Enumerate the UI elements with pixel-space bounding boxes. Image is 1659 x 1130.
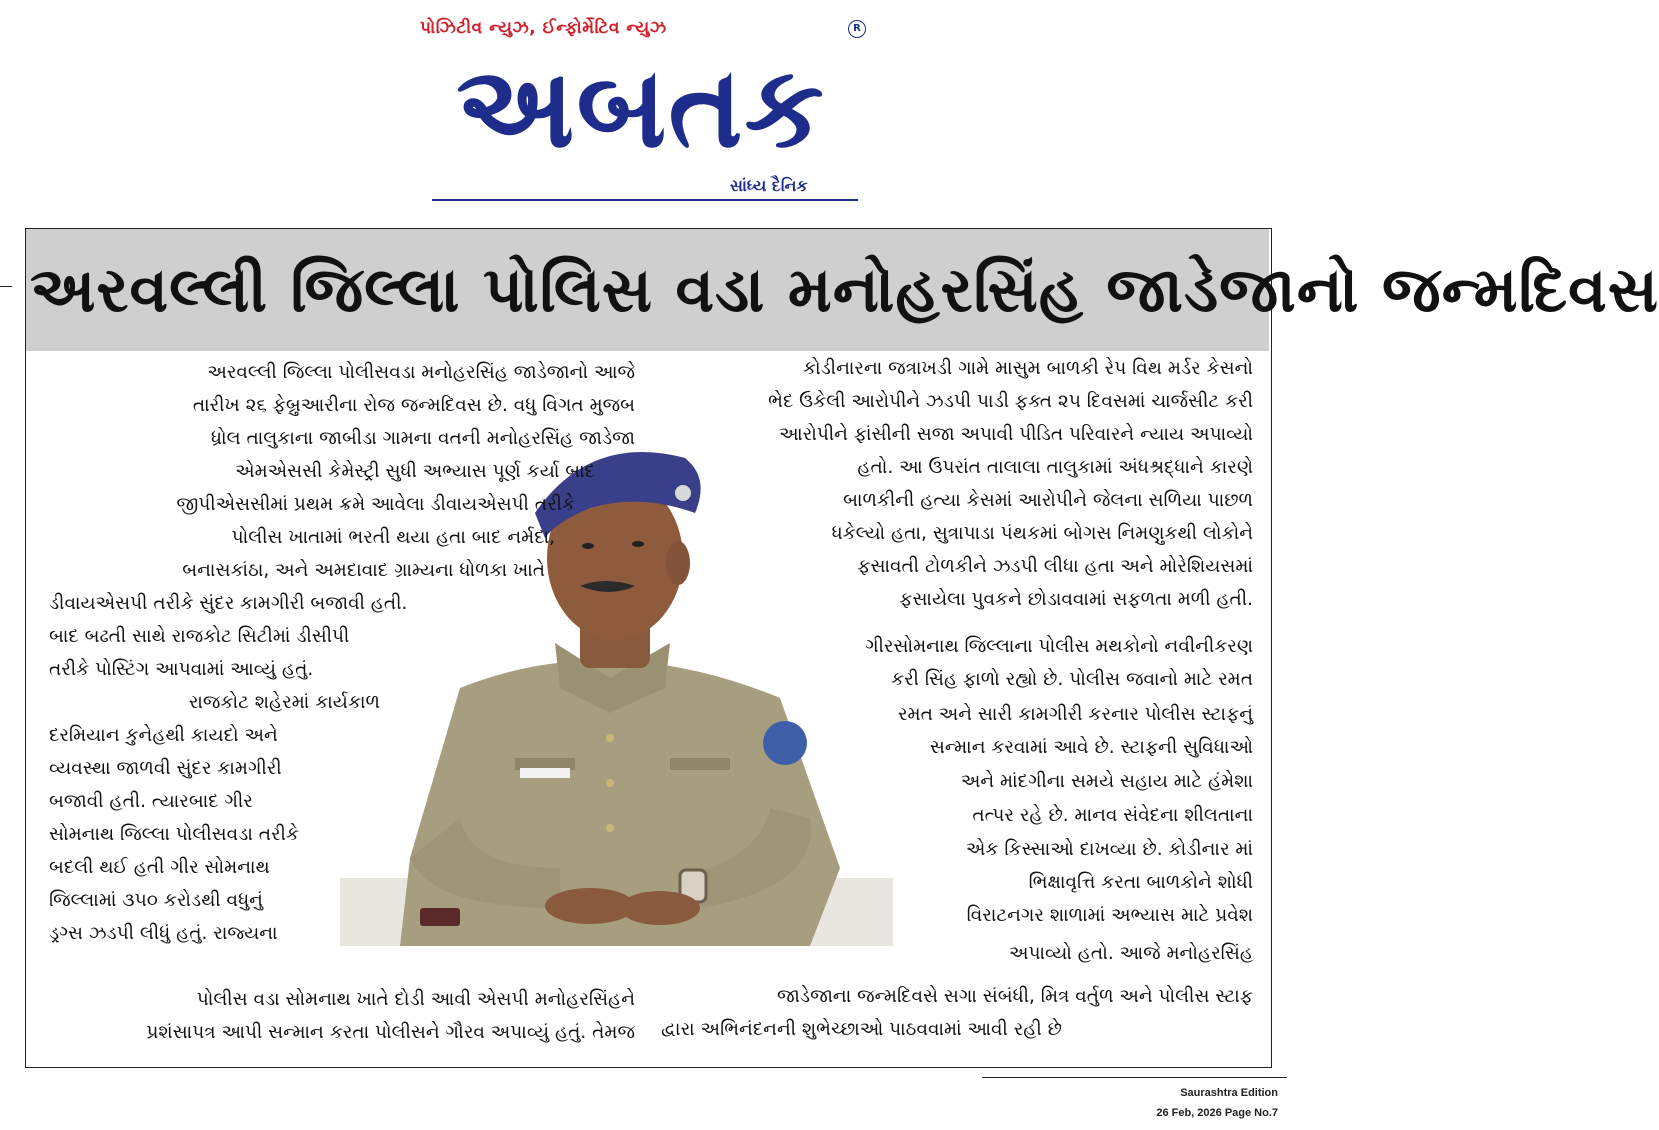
crop-mark <box>0 286 12 287</box>
right-line-12: સન્માન કરવામાં આવે છે. સ્ટાફની સુવિધાઓ <box>929 737 1253 758</box>
right-line-9: ગીરસોમનાથ જિલ્લાના પોલીસ મથકોનો નવીનીકરણ <box>865 636 1253 657</box>
right-line-13: અને માંદગીના સમયે સહાય માટે હંમેશા <box>960 771 1253 792</box>
date-page-label: 26 Feb, 2026 Page No.7 <box>1156 1107 1278 1119</box>
left-line-8: ડીવાયએસપી તરીકે સુંદર કામગીરી બજાવી હતી. <box>49 593 408 614</box>
left-line-18: ડ્રગ્સ ઝડપી લીધું હતું. રાજ્યના <box>49 923 278 944</box>
left-line-13: વ્યવસ્થા જાળવી સુંદર કામગીરી <box>49 758 282 779</box>
right-line-4: હતો. આ ઉપરાંત તાલાલા તાલુકામાં અંધશ્રદ્ધાને કારણે <box>857 457 1253 478</box>
left-line-2: તારીખ ૨૬ ફેબ્રુઆરીના રોજ જન્મદિવસ છે. વધુ વિગત મુજબ <box>192 395 635 416</box>
right-line-6: ધકેલ્યો હતા, સુત્રાપાડા પંથકમાં બોગસ નિમણુકથી લોકોને <box>831 523 1253 544</box>
left-line-7: બનાસકાંઠા, અને અમદાવાદ ગ્રામ્યના ધોળકા ખાતે <box>182 560 545 581</box>
right-line-18: અપાવ્યો હતો. આજે મનોહરસિંહ <box>1008 943 1253 964</box>
right-line-15: એક કિસ્સાઓ દાખવ્યા છે. કોડીનાર માં <box>965 839 1253 860</box>
left-line-6: પોલીસ ખાતામાં ભરતી થયા હતા બાદ નર્મદા, <box>231 527 555 548</box>
left-line-17: જિલ્લામાં ૩૫૦ કરોડથી વધુનું <box>49 890 263 911</box>
logo-subtitle: સાંધ્ય દૈનિક <box>730 176 808 195</box>
left-line-5: જીપીએસસીમાં પ્રથમ ક્રમે આવેલા ડીવાયએસપી તરીકે <box>176 494 575 515</box>
left-line-4: એમએસસી કેમેસ્ટ્રી સુધી અભ્યાસ પૂર્ણ કર્યા બાદ <box>235 461 595 482</box>
left-line-20: પ્રશંસાપત્ર આપી સન્માન કરતા પોલીસને ગૌરવ અપાવ્યું હતું. તેમજ <box>146 1022 635 1043</box>
right-line-20: દ્વારા અભિનંદનની શુભેચ્છાઓ પાઠવવામાં આવી રહી છે <box>661 1019 1062 1040</box>
newspaper-logo: અબતક <box>456 43 826 173</box>
right-line-1: કોડીનારના જત્રાખડી ગામે માસુમ બાળકી રેપ વિથ મર્ડર કેસનો <box>802 358 1253 379</box>
left-line-3: ધ્રોલ તાલુકાના જાબીડા ગામના વતની મનોહરસિંહ જાડેજા <box>210 428 635 449</box>
right-line-17: વિરાટનગર શાળામાં અભ્યાસ માટે પ્રવેશ <box>966 905 1253 926</box>
right-line-14: તત્પર રહે છે. માનવ સંવેદના શીલતાના <box>972 805 1253 826</box>
left-line-1: અરવલ્લી જિલ્લા પોલીસવડા મનોહરસિંહ જાડેજાનો આજે <box>207 362 635 383</box>
left-line-16: બદલી થઈ હતી ગીર સોમનાથ <box>49 857 270 878</box>
left-line-15: સોમનાથ જિલ્લા પોલીસવડા તરીકે <box>49 824 299 845</box>
right-line-7: ફસાવતી ટોળકીને ઝડપી લીધા હતા અને મોરેશિયસમાં <box>857 556 1253 577</box>
left-line-10: તરીકે પોસ્ટિંગ આપવામાં આવ્યું હતું. <box>49 659 314 680</box>
registered-mark-icon: R <box>848 20 866 38</box>
masthead <box>0 0 1287 215</box>
right-line-11: રમત અને સારી કામગીરી કરનાર પોલીસ સ્ટાફનું <box>897 704 1253 725</box>
right-line-16: ભિક્ષાવૃત્તિ કરતા બાળકોને શોધી <box>1028 872 1253 893</box>
left-line-19: પોલીસ વડા સોમનાથ ખાતે દોડી આવી એસપી મનોહરસિંહને <box>196 989 635 1010</box>
footer-rule <box>982 1077 1287 1078</box>
right-line-5: બાળકીની હત્યા કેસમાં આરોપીને જેલના સળિયા પાછળ <box>843 490 1253 511</box>
left-line-11: રાજકોટ શહેરમાં કાર્યકાળ <box>188 692 380 713</box>
right-line-10: કરી સિંહ ફાળો રહ્યો છે. પોલીસ જવાનો માટે રમત <box>891 669 1253 690</box>
right-line-3: આરોપીને ફાંસીની સજા અપાવી પીડિત પરિવારને ન્યાય અપાવ્યો <box>779 424 1253 445</box>
left-line-9: બાદ બઢતી સાથે રાજકોટ સિટીમાં ડીસીપી <box>49 626 350 647</box>
masthead-tagline: પોઝિટીવ ન્યુઝ, ઈન્ફોર્મેટિવ ન્યુઝ <box>420 18 667 38</box>
logo-underline <box>432 199 858 201</box>
left-line-14: બજાવી હતી. ત્યારબાદ ગીર <box>49 791 253 812</box>
edition-label: Saurashtra Edition <box>1180 1087 1278 1099</box>
article-headline: અરવલ્લી જિલ્લા પોલિસ વડા મનોહરસિંહ જાડેજાનો જન્મદિવસ <box>30 253 1659 326</box>
right-line-19: જાડેજાના જન્મદિવસે સગા સંબંધી, મિત્ર વર્તુળ અને પોલીસ સ્ટાફ <box>777 986 1253 1007</box>
left-line-12: દરમિયાન કુનેહથી કાયદો અને <box>49 725 278 746</box>
right-line-8: ફસાયેલા પુવકને છોડાવવામાં સફળતા મળી હતી. <box>899 589 1253 610</box>
right-line-2: ભેદ ઉકેલી આરોપીને ઝડપી પાડી ફક્ત ૨૫ દિવસમાં ચાર્જસીટ કરી <box>768 391 1253 412</box>
